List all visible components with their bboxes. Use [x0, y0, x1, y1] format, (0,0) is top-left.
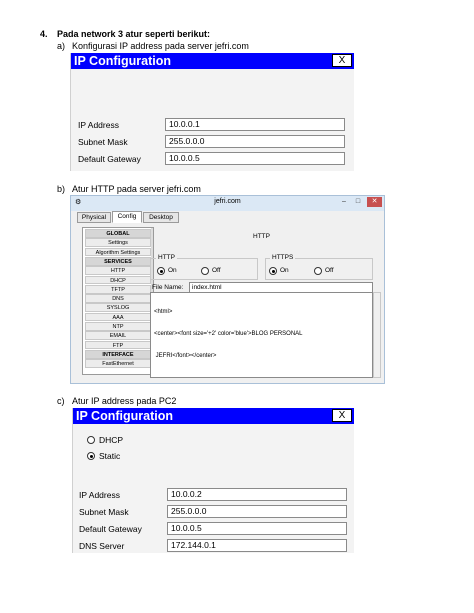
- heading-number: 4.: [40, 29, 48, 39]
- close-button[interactable]: X: [332, 54, 352, 67]
- file-name-label: File Name:: [152, 284, 184, 291]
- code-line: <center><font size='+2' color='blue'>BLOG PERSONAL: [154, 331, 303, 338]
- tab-physical[interactable]: Physical: [77, 212, 111, 223]
- sidebar-item-aaa[interactable]: AAA: [85, 313, 151, 322]
- ip-address-label: IP Address: [79, 490, 120, 500]
- https-group-label: HTTPS: [272, 254, 294, 261]
- file-name-input[interactable]: index.html: [189, 282, 373, 293]
- sidebar-header-interface: INTERFACE: [85, 350, 151, 359]
- subnet-mask-label: Subnet Mask: [78, 137, 128, 147]
- sidebar-item-http[interactable]: HTTP: [85, 266, 151, 275]
- dns-server-field[interactable]: 172.144.0.1: [167, 539, 347, 552]
- sidebar-item-ftp[interactable]: FTP: [85, 341, 151, 350]
- tab-config[interactable]: Config: [112, 211, 142, 223]
- http-off-label: Off: [212, 267, 221, 274]
- http-on-label: On: [168, 267, 177, 274]
- title-bar: [71, 196, 384, 211]
- static-radio[interactable]: [87, 452, 95, 460]
- close-button[interactable]: X: [332, 409, 352, 422]
- sidebar-header-services: SERVICES: [85, 257, 151, 266]
- minimize-button[interactable]: –: [342, 198, 346, 205]
- code-line: [154, 374, 369, 378]
- https-off-label: Off: [325, 267, 334, 274]
- http-on-radio[interactable]: [157, 267, 165, 275]
- sidebar-item-tftp[interactable]: TFTP: [85, 285, 151, 294]
- section-c-label: c): [57, 396, 65, 406]
- close-button[interactable]: ✕: [367, 197, 382, 207]
- window-title: jefri.com: [214, 198, 241, 205]
- sidebar-item-email[interactable]: EMAIL: [85, 331, 151, 340]
- subnet-mask-field[interactable]: 255.0.0.0: [167, 505, 347, 518]
- config-sidebar: [82, 227, 154, 375]
- https-on-label: On: [280, 267, 289, 274]
- static-label: Static: [99, 451, 121, 461]
- sidebar-item-fastethernet[interactable]: FastEthernet: [85, 359, 151, 368]
- https-off-radio[interactable]: [314, 267, 322, 275]
- ip-config-window-server: [70, 53, 354, 171]
- http-off-radio[interactable]: [201, 267, 209, 275]
- section-c-text: Atur IP address pada PC2: [72, 396, 177, 406]
- code-line: <html>: [154, 309, 173, 316]
- dhcp-radio[interactable]: [87, 436, 95, 444]
- default-gateway-field[interactable]: 10.0.0.5: [167, 522, 347, 535]
- sidebar-item-dns[interactable]: DNS: [85, 294, 151, 303]
- sidebar-item-ntp[interactable]: NTP: [85, 322, 151, 331]
- default-gateway-field[interactable]: 10.0.0.5: [165, 152, 345, 165]
- html-editor[interactable]: [150, 292, 373, 378]
- ip-config-window-pc2: [72, 408, 354, 553]
- code-line: JEFRI</font></center>: [154, 352, 217, 359]
- heading-text: Pada network 3 atur seperti berikut:: [57, 29, 211, 39]
- app-icon: ⚙: [75, 199, 82, 206]
- ip-address-field[interactable]: 10.0.0.1: [165, 118, 345, 131]
- sidebar-item-syslog[interactable]: SYSLOG: [85, 303, 151, 312]
- sidebar-header-global: GLOBAL: [85, 229, 151, 238]
- https-on-radio[interactable]: [269, 267, 277, 275]
- sidebar-item-dhcp[interactable]: DHCP: [85, 276, 151, 285]
- subnet-mask-field[interactable]: 255.0.0.0: [165, 135, 345, 148]
- default-gateway-label: Default Gateway: [79, 524, 142, 534]
- ip-address-label: IP Address: [78, 120, 119, 130]
- section-a-text: Konfigurasi IP address pada server jefri.com: [72, 41, 249, 51]
- http-group-label: HTTP: [158, 254, 175, 261]
- default-gateway-label: Default Gateway: [78, 154, 141, 164]
- editor-scrollbar[interactable]: [373, 292, 381, 378]
- sidebar-item-algorithm-settings[interactable]: Algorithm Settings: [85, 248, 151, 257]
- section-b-label: b): [57, 184, 66, 194]
- window-title: IP Configuration: [76, 409, 173, 423]
- panel-title: HTTP: [253, 233, 270, 240]
- sidebar-item-settings[interactable]: Settings: [85, 238, 151, 247]
- subnet-mask-label: Subnet Mask: [79, 507, 129, 517]
- dns-server-label: DNS Server: [79, 541, 125, 551]
- title-bar: [73, 408, 354, 424]
- maximize-button[interactable]: □: [355, 198, 361, 205]
- ip-address-field[interactable]: 10.0.0.2: [167, 488, 347, 501]
- title-bar: [71, 53, 354, 69]
- section-b-text: Atur HTTP pada server jefri.com: [72, 184, 201, 194]
- dhcp-label: DHCP: [99, 435, 124, 445]
- window-title: IP Configuration: [74, 54, 171, 68]
- section-a-label: a): [57, 41, 66, 51]
- tab-desktop[interactable]: Desktop: [143, 212, 179, 223]
